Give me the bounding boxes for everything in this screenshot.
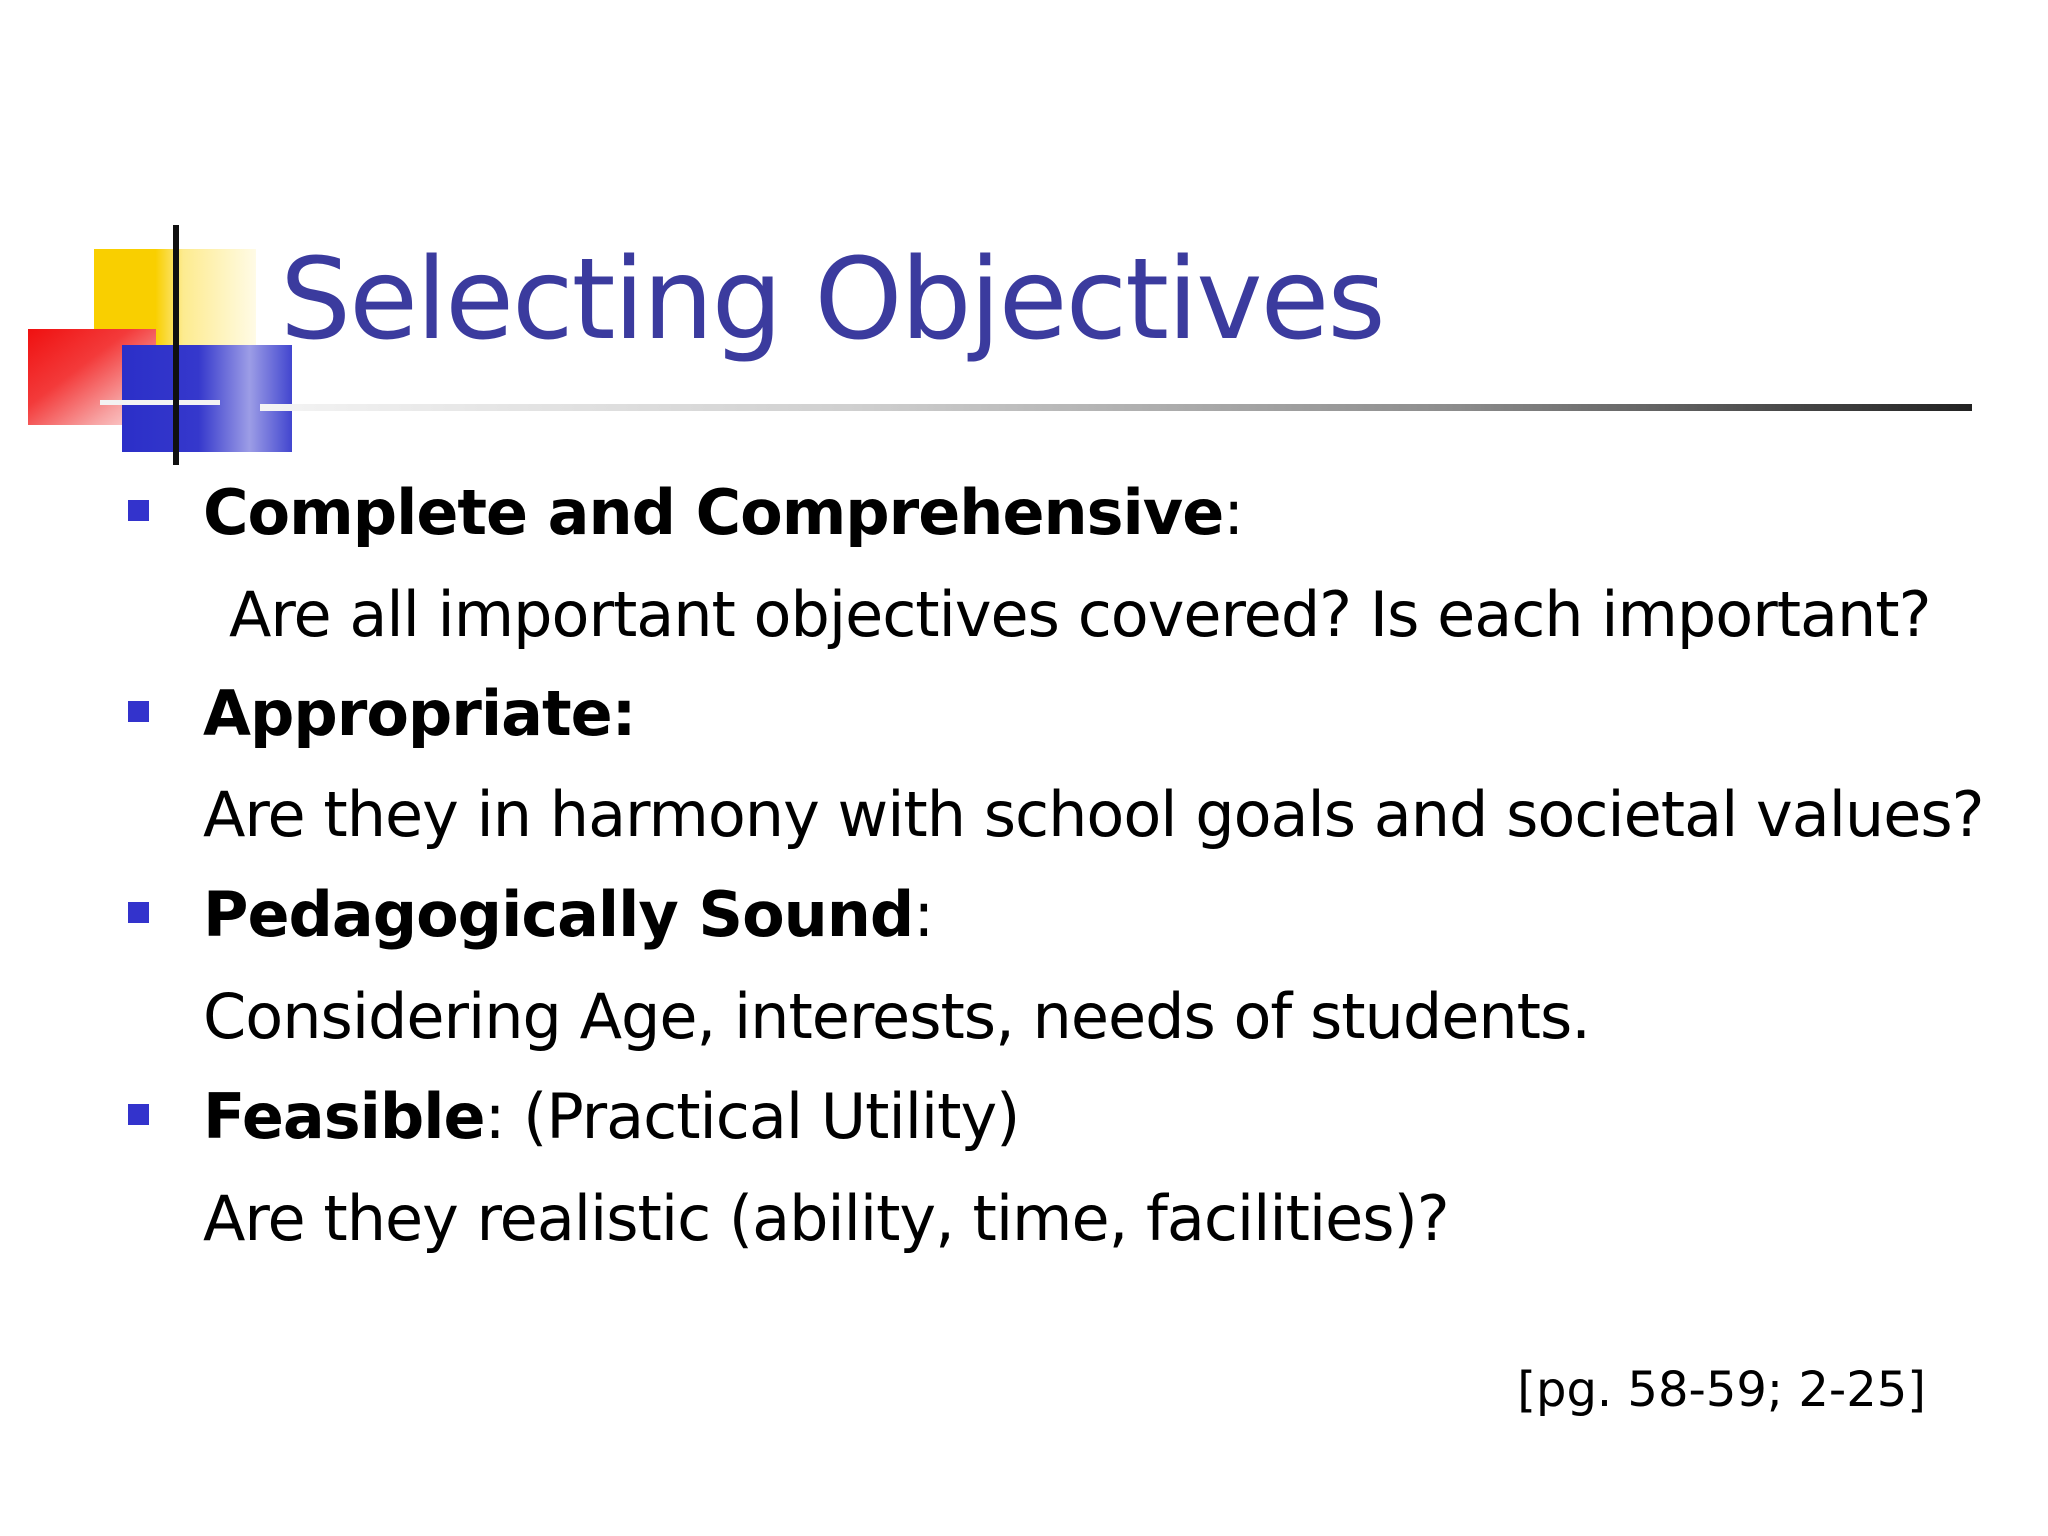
page-reference: [pg. 58-59; 2-25] [1517, 1362, 1926, 1418]
bullet-heading-complete [203, 476, 1243, 550]
bullet-heading-appropriate [203, 677, 635, 751]
bullet-body-appropriate: Are they in harmony with school goals and societal values? [203, 778, 1984, 851]
bullet-heading-suffix: : [1223, 476, 1244, 549]
bullet-marker [128, 701, 149, 722]
bullet-heading-suffix: : [913, 878, 934, 951]
bullet-body-complete: Are all important objectives covered? Is each important? [229, 578, 1931, 651]
bullet-heading-pedagogically-sound [203, 878, 933, 952]
bullet-body-pedagogically-sound: Considering Age, interests, needs of students. [203, 980, 1590, 1053]
slide-title: Selecting Objectives [280, 235, 1384, 365]
bullet-marker [128, 902, 149, 923]
bullet-heading-text: Pedagogically Sound [203, 878, 914, 951]
bullet-heading-suffix: : (Practical Utility) [484, 1080, 1020, 1153]
bullet-heading-text: Complete and Comprehensive [203, 476, 1224, 549]
bullet-heading-feasible [203, 1080, 1019, 1154]
bullet-heading-text: Feasible [203, 1080, 485, 1153]
bullet-body-feasible: Are they realistic (ability, time, facilities)? [203, 1182, 1449, 1255]
bullet-marker [128, 1104, 149, 1125]
bullet-heading-text: Appropriate: [203, 677, 636, 750]
bullet-marker [128, 500, 149, 521]
